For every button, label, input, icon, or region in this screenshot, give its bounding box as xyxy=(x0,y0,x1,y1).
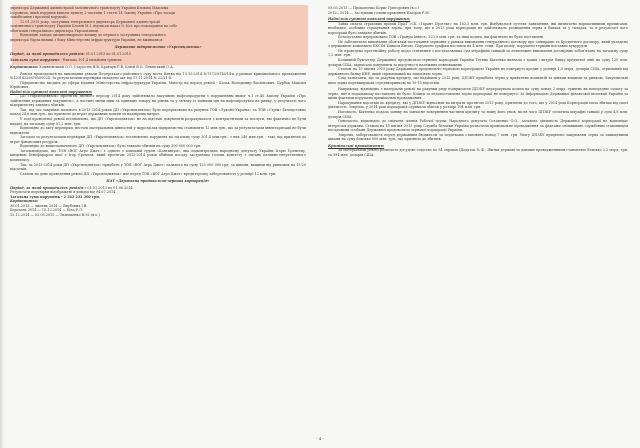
paragraph: Не проведено претензійну роботу щодо стягнення з постачальника сум штрафних санкцій за неналежне виконання договірних зобов'язань на загальну суму 1,2 млн. грн. xyxy=(328,48,628,58)
head-entry: 30.01.2013 — липень 2014 — Якубович І.В. xyxy=(10,203,88,208)
paragraph: Відповідно до вищезазначеного ДП «Укрспецзвязок» було завдано збитків на суму 300 000 000 грн. xyxy=(20,144,202,149)
intro-line: директора Державної адміністрації залізничного транспорту України Блохіна Максима xyxy=(10,6,169,10)
page-number: - 4 - xyxy=(316,436,324,441)
paragraph: Загальновідомо, що ТОВ «ВОГ Агро Джет» є однією з компаній групи «Континіум», яка підконтрольна народному депутату України Ігорю Єремєєву, кінцевим бенефіціаром якої є Ігор Єремєєв, який протягом 2012-2014 років обіймав посаду заступника голови комітету з питань паливно-енергетичного комплексу. xyxy=(10,148,306,162)
total-label: Загальна сума порушень xyxy=(10,58,60,63)
violations-label: Найбільш суттєві виявлені порушення: xyxy=(10,89,93,94)
intro-line: Відповідні заходи дисциплінарного впливу до першого заступника генерального xyxy=(20,33,166,38)
head-entry: Березень 2014 — 15.12.2014 — Біла Р.Л. xyxy=(10,208,83,213)
paragraph: Одночасно, відповідно до свідчень членів Робочої групи, Народного депутата Остапенко О.О., загальна діяльність Державної корпорації не відповідає інтересам держави. Станом на 15 квітня 2015 року Служба безпеки України розпочала кримінальне провадження за фактами зловживань службовим становищем посадовими особами Державної продовольчо-зернової корпорації України. xyxy=(328,119,628,133)
intro-line: директора Укрзалізниці з боку Міністерства інфраструктури України, не вживалися. xyxy=(10,37,164,42)
page-fold-shadow xyxy=(0,0,4,448)
heads-value: Хомяківський О.Л, Старостін В.В, Кравчук Р.В, Клюй В.О, Левінський О.А. xyxy=(39,65,174,70)
violations-label: Найбільш суттєві виявлені порушення: xyxy=(328,17,411,22)
paragraph: Станом на день проведення ревізії ДП «Укрспецзвязок» має перед ТОВ «ВОГ Агро Джет» кредиторську заборгованість у розмірі 12 млн. грн. xyxy=(20,171,277,176)
intro-block xyxy=(10,6,306,42)
left-column xyxy=(10,6,306,218)
total-value: - близько 301,4 мільйонів гривень. xyxy=(60,58,123,63)
paragraph: Станом на 15 квітня 2015 року Державною продовольчо-зерновою корпорацією України не повернуто кредит у розмірі 1,5 млрд. доларів США, отриманий від державного банку КНР, який спрямований на закупівлю зерна. xyxy=(328,67,628,76)
paragraph: Зайва сплата страхових премій ПрАТ «СК «Гарант Протект» на 162,3 млн. грн. Відбувалося суттєве завищення, які визначено нормативними приписами, необхідно, особливо страхування зерна, при тому, що в 2013 році корпорація не здійснювала розміщення зерна в банках та у складах, та в результаті чого корпорації було завдано збитків. xyxy=(328,21,628,35)
paragraph: Підприємство входить до сфери відання Міністерства інфраструктури України. Міністр на період ревізії - Козак Володимир Васильович, Бурбак Максим Юрійович. xyxy=(10,80,306,90)
heads-label: Керівництво: xyxy=(10,199,39,204)
heads-label: Керівництво: xyxy=(10,65,39,70)
right-column xyxy=(328,6,628,158)
text-line: Результати перевірки відображені в довідці від 04.07.2014. xyxy=(10,190,117,195)
period-value: з 01.01.2013 по 01.06.2014. xyxy=(84,185,134,190)
paragraph: Нарахування відсотків по кредиту, які у ДПЗКУ відносили на витрати протягом 2013 року, призвели до того, що у 2014 році Корпорація мала збитки від своєї діяльності. Зокрема, у 2014 році корпорація отримала збиток у розмірі 194 млн. грн. xyxy=(328,100,628,110)
paragraph: Натомість, Кіктенко подала заявку на завчасне повернення частини кредиту та зміну його умов, після чого ДПЗКУ сплатила штрафні санкції у сумі 4,8 млн. доларів США. xyxy=(328,110,628,119)
paragraph: Так, під час закупівлі пального в 2013-2014 роках ДП «Укрспецзвязок» було перераховано на рахунок ТОВ «Лукойл-Україна» та ТОВ «Стрім» безпідставно понад 24,6 млн.грн., що призвело до втрат державних коштів та надмірних витрат. xyxy=(10,107,306,117)
paragraph: Відповідно до акту перевірки, нестачі матеріальних цінностей у підрозділах підприємства становлять 12 млн.грн., що за результатами інвентаризації не були відновлені. xyxy=(10,126,306,135)
section-title: ПАТ «Державна продовольчо-зернова корпорація» xyxy=(106,179,210,184)
paragraph: Слід зазначити, що за рахунок кредиту, що надійшов у 2012 році, ДПЗКУ придбала зерно у приватних компаній за цінами вищими за ринкові. Закупівельні ціни зерна перевищували середньоринкові на 10-15 відсотків. xyxy=(328,76,628,85)
intro-line: запобігання і протидії корупції». xyxy=(10,15,70,20)
paragraph: Зокрема, заборгованість перед державним бюджетом за податками становить понад 7 млн. грн. Увагу ДПЗКУ приділено закупівлям зерна за завищеними цінами на суму близько 500 млн. грн., що призвело до збитків. xyxy=(328,132,628,142)
period-label: Період, за який проводилась ревізія xyxy=(10,185,84,190)
head-entry: 15.12.2014 — 05.05.2015 — Тимошенко В.М. (в.о.) xyxy=(10,212,100,217)
paragraph: ДП «Укрспецзвязок» протягом звітного періоду 2014 року здійснювало закупівлю нафтопродуктів з порушенням вимог ч.1 ст.40 Закону України «Про здійснення державних закупівель», а частині зміни ціни за одиницю товару на рівень та у зв'язку із змінами цін на нафтопродукти на ринку, у результаті чого підприємству завдано збитків. xyxy=(10,94,306,108)
paragraph: Безпідставно перераховано ТОВ «Гранум Інвест» 323,9 млн. грн. та інші кошти, які фактично не були поставлені. xyxy=(338,35,545,40)
paragraph: У ході проведеної ревізії встановлено, що ДП «Укрспецзвязок» не на підставі документів розрахувалося з контрагентами за послуги, які фактично не були надані, на загальну суму 51,2 млн. грн. xyxy=(10,117,306,126)
intro-line: Ігоровича, який порушив вимоги пункту 2 частини 1 статті 14 Закону України «Про засади xyxy=(10,10,176,15)
intro-line: залізничного транспорту України Блохін М.І. підписав наказ № 8/ос про покладання на себе xyxy=(10,24,178,29)
criminal-label: Кримінальні провадження: xyxy=(328,143,385,148)
intro-line: 12.01.2015 року, заступник генерального директора Державної адміністрації xyxy=(20,19,160,24)
paragraph: Колишній бухгалтер Державної продовольчо-зернової корпорації України Тетяна Кіктенко визнала з кошів і витрат банку кредитної лінії на суму 120 млн. доларів США, підписала документи за відсутності належних повноважень. xyxy=(328,58,628,67)
section-title: Державне підприємство «Укрспецзвязок» xyxy=(114,45,202,50)
text-line: Загальна сума порушень - 2 342 232 300 грн. xyxy=(10,194,101,199)
period-value: 01.01.2013 по 01.01.2015 xyxy=(85,51,132,56)
head-entry: 2012—2014 — Заступник голови правління Насіров Р.М. xyxy=(328,10,430,15)
paragraph: Наприклад, відповідно з матеріалів ревізії на рахунки ряду підприємств ДПЗКУ перерахувала кошти на суму понад 2 млрд. гривень як попередню оплату за зерно, яке в подальшому поставлене не було. Кошти за недопоставлене зерно корпорації не повернуто. За інформацією Державної фінансової інспекції України за цими фактами порушено кримінальні провадження. xyxy=(328,87,628,101)
intro-line: обов'язків генерального директора Укрзалізниці. xyxy=(10,28,99,33)
paragraph: Загалом за результатами перевірки ДП «Укрспецзвязок» встановлено порушень на загальну суму 301,4 млн.грн., з них 240 млн.грн. - такі, що призвели до втрат фінансових ресурсів. xyxy=(10,135,306,144)
paragraph: Ревізія проводилася на виконання ухвали Печерського районного суду міста Києва від 13.10.2014 №757/29116/14-к у рамках кримінального провадження №12014220670000024. За результатами перевірки складено акт від 17.11.2014 № 22/21-4. xyxy=(10,71,306,81)
period-label: Період, за який проводилась ревізія: xyxy=(10,51,85,56)
paragraph: За матеріалами ревізії розпочато досудове слідство по 94 справах (Додаток № 4). Збитки державі за даними провадженнями становлять близько 2,2 млрд. грн. та 394 млн. доларів США. xyxy=(328,148,628,157)
head-entry: 05.05.2015 — Прокопенко Борис Григорович (в.о.) xyxy=(328,6,419,10)
paragraph: Так, за 2013-2014 роки ДП «Укрспецзвязок» придбало у ТОВ «ВОГ Агро Джет» пального на суму 125 000 000 грн. за цінами, вищими від ринкових на 15-20 відсотків. xyxy=(10,162,306,172)
paragraph: Не забезпечено виконання обов'язків постачання зернових у рамках виконання генерального договору про співпрацю та Кредитного договору, який укладено з державною компанією ЕКСІМ Банком Китаю. Порушено графіки поставок на 4 млн. тонн. При цьому, порушено терміни поставки кукурудзи. xyxy=(328,39,628,49)
